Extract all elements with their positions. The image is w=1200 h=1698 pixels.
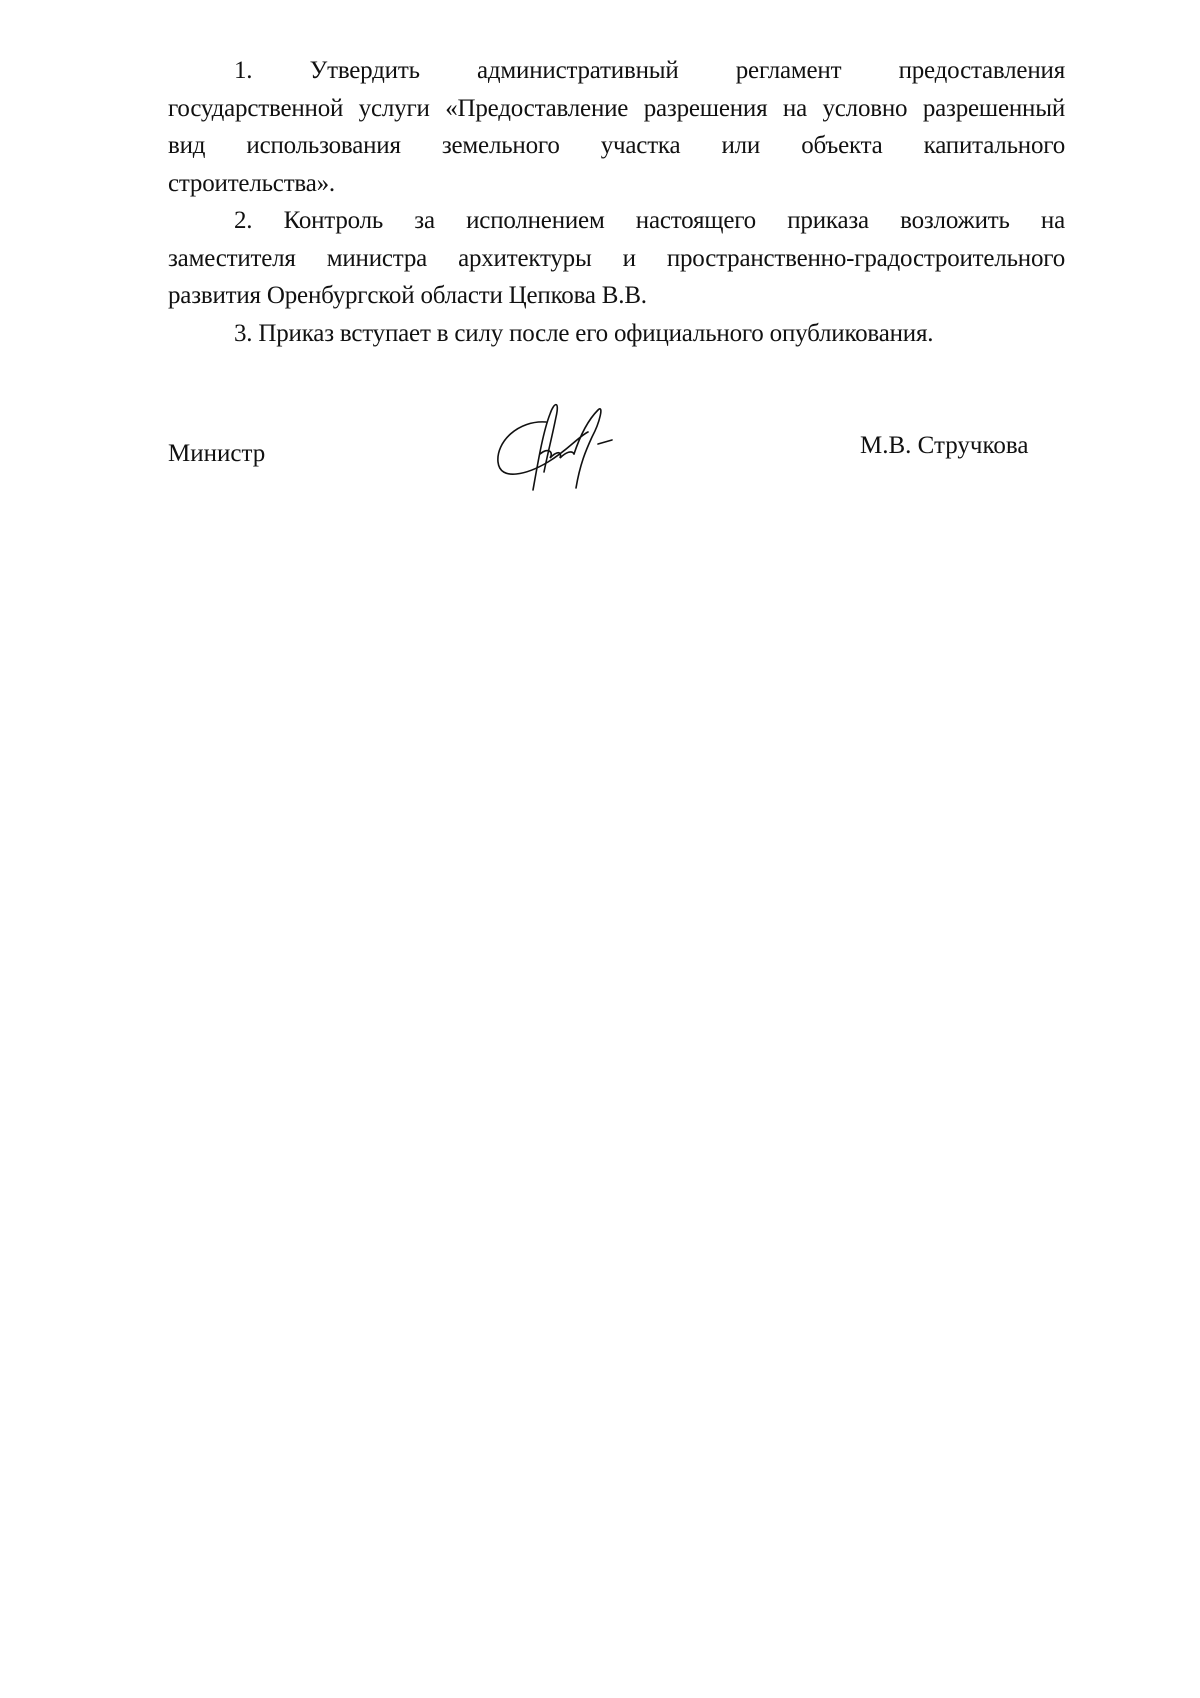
signatory-role: Министр: [168, 440, 266, 467]
document-body: [168, 52, 1065, 352]
paragraph-1: [168, 52, 1065, 202]
text-line: государственной услуги «Предоставление разрешения на условно разрешенный: [168, 94, 1065, 122]
paragraph-3: [168, 315, 1065, 353]
signature-block: [168, 420, 1068, 500]
text-line: строительства».: [168, 169, 335, 197]
text-line: развития Оренбургской области Цепкова В.В.: [168, 282, 647, 309]
text-line: вид использования земельного участка или объекта капитального: [168, 132, 1065, 159]
text-line: 1. Утвердить административный регламент предоставления: [234, 57, 1065, 84]
text-line: 3. Приказ вступает в силу после его официального опубликования.: [234, 319, 934, 347]
text-line: заместителя министра архитектуры и пространственно-градостроительного: [168, 244, 1065, 272]
signatory-name: М.В. Стручкова: [860, 432, 1029, 459]
paragraph-2: [168, 202, 1065, 315]
handwritten-signature: [488, 392, 638, 502]
text-line: 2. Контроль за исполнением настоящего приказа возложить на: [234, 207, 1065, 234]
